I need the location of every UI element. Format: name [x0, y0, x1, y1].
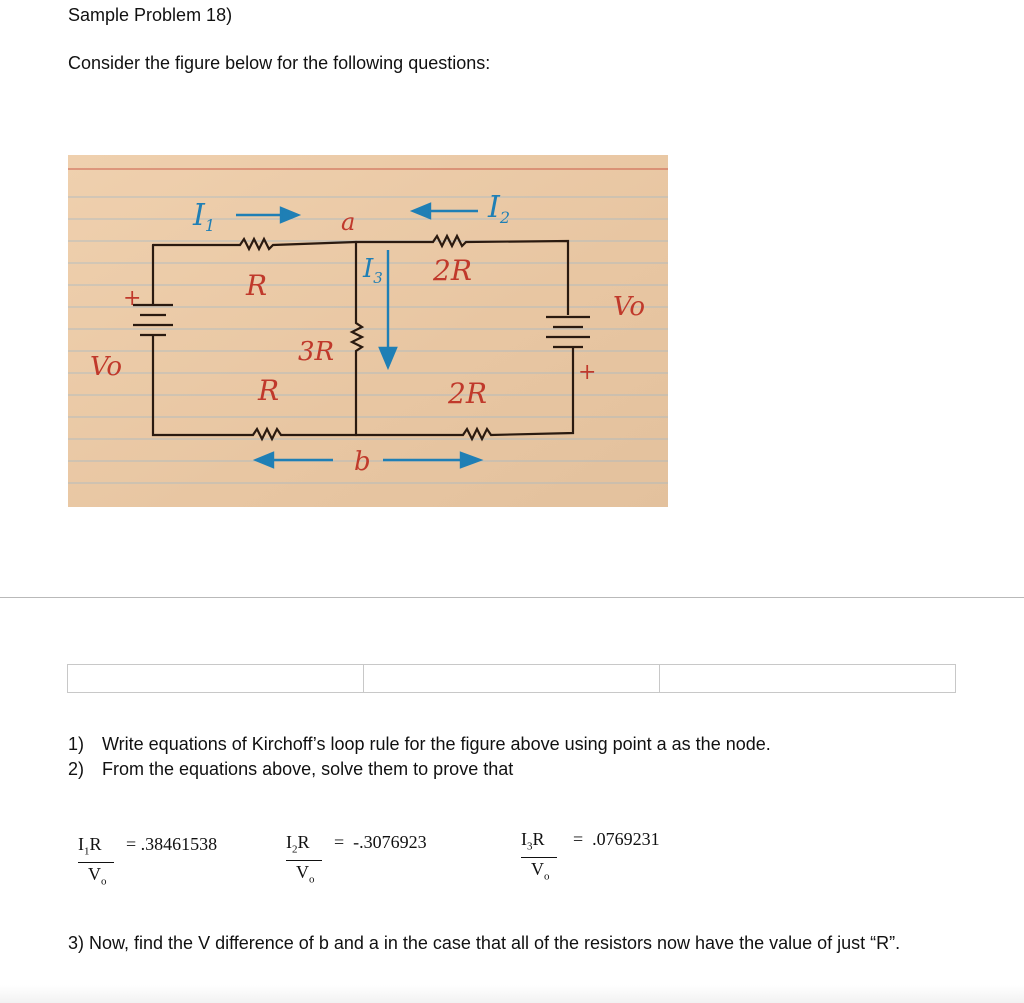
page-bottom-edge — [0, 985, 1024, 1003]
label-Vo-right: Vo — [613, 292, 646, 322]
table-cell — [68, 665, 364, 692]
question-3: 3) Now, find the V difference of b and a in the case that all of the resistors now have the value of just “R”. — [68, 933, 901, 953]
fraction-value: .38461538 — [140, 834, 218, 854]
circuit-figure — [68, 155, 668, 507]
label-node-b: b — [354, 447, 371, 477]
section-divider — [0, 597, 1024, 598]
table-cell — [364, 665, 660, 692]
fraction-I1R-over-Vo: $I_1R$ $V_o$ = .38461538 — [78, 834, 218, 888]
label-I1: $I_1$ — [193, 198, 216, 235]
fraction-value: -.3076923 — [353, 832, 427, 852]
label-R-top: R — [246, 269, 268, 302]
fraction-value: .0769231 — [592, 829, 660, 849]
fraction-I2R-over-Vo: $I_2R$ $V_o$ = -.3076923 — [286, 832, 427, 886]
label-2R-top: 2R — [433, 254, 472, 287]
label-Vo-left: Vo — [90, 352, 123, 382]
label-plus-right: + — [578, 360, 597, 385]
label-2R-bottom: 2R — [448, 377, 487, 410]
label-node-a: a — [341, 208, 356, 236]
label-I2: $I_2$ — [488, 190, 511, 227]
label-3R: 3R — [298, 337, 335, 367]
problem-title: Sample Problem 18) — [68, 5, 233, 25]
table-cell — [660, 665, 955, 692]
label-I3: $I_3$ — [363, 254, 383, 287]
label-R-bottom: R — [258, 374, 280, 407]
label-plus-left: + — [123, 286, 142, 311]
empty-table — [67, 664, 956, 693]
problem-intro: Consider the figure below for the following questions: — [68, 53, 491, 73]
question-1: 1) Write equations of Kirchoff’s loop rule for the figure above using point a as the node. — [68, 734, 771, 754]
fraction-I3R-over-Vo: $I_3R$ $V_o$ = .0769231 — [521, 829, 660, 883]
question-2: 2) From the equations above, solve them to prove that — [68, 759, 514, 779]
